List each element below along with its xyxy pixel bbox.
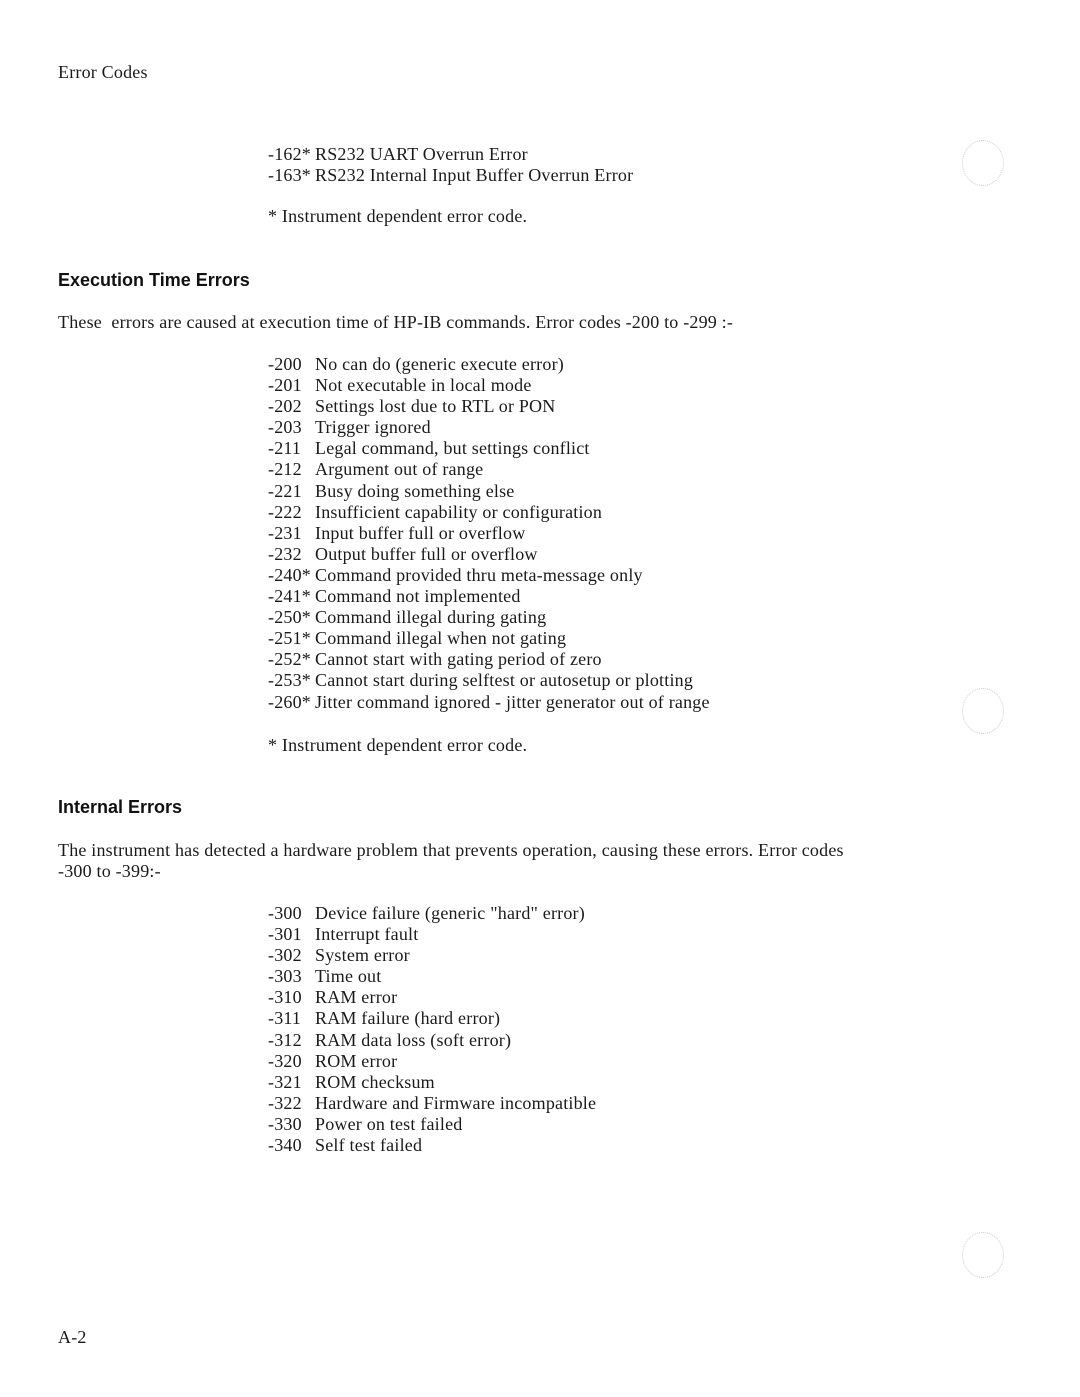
error-description: Trigger ignored [315, 417, 431, 438]
error-code: -163* [268, 165, 311, 186]
internal-intro-line-2: -300 to -399:- [58, 861, 161, 881]
error-description: Settings lost due to RTL or PON [315, 396, 556, 417]
error-description: Argument out of range [315, 459, 484, 480]
error-code-row [268, 586, 710, 607]
error-code: -321 [268, 1071, 302, 1092]
error-code-row [268, 1093, 596, 1114]
error-code-row [268, 375, 710, 396]
error-code: -202 [268, 396, 302, 417]
error-code: -232 [268, 543, 302, 564]
error-code-row [268, 523, 710, 544]
error-code: -222 [268, 501, 302, 522]
error-code-row [268, 165, 633, 186]
error-code-row [268, 945, 596, 966]
error-description: ROM error [315, 1050, 398, 1071]
section-heading-internal: Internal Errors [58, 797, 183, 817]
error-description: No can do (generic execute error) [315, 354, 564, 374]
error-code-row [268, 502, 710, 523]
error-code-row [268, 1008, 596, 1029]
error-code-row [268, 692, 710, 713]
error-code: -221 [268, 480, 302, 501]
error-description: Not executable in local mode [315, 375, 532, 396]
error-description: Legal command, but settings conflict [315, 438, 590, 459]
error-code: -300 [268, 903, 302, 923]
error-code-row [268, 924, 596, 945]
error-code-row [268, 417, 710, 438]
error-code: -250* [268, 607, 311, 628]
error-code: -162* [268, 144, 311, 164]
error-code: -301 [268, 924, 302, 945]
error-code-row [268, 670, 710, 691]
error-code-row [268, 459, 710, 480]
section-heading-execution: Execution Time Errors [58, 270, 250, 290]
error-code: -252* [268, 649, 311, 670]
error-description: Jitter command ignored - jitter generator out of range [315, 691, 710, 712]
error-description: System error [315, 945, 410, 966]
error-code: -203 [268, 417, 302, 438]
error-code-row [268, 903, 596, 924]
error-code-row [268, 354, 710, 375]
error-code: -240* [268, 564, 311, 585]
error-description: Hardware and Firmware incompatible [315, 1092, 597, 1113]
error-code: -320 [268, 1050, 302, 1071]
error-description: Time out [315, 966, 382, 987]
error-code-row [268, 1072, 596, 1093]
error-description: Command illegal during gating [315, 607, 547, 628]
error-description: Cannot start during selftest or autosetup or plotting [315, 670, 694, 691]
internal-intro-line-1: The instrument has detected a hardware problem that prevents operation, causing these errors. Error codes [58, 840, 844, 860]
error-code: -303 [268, 966, 302, 987]
error-description: RAM failure (hard error) [315, 1008, 501, 1029]
error-code-row [268, 1114, 596, 1135]
punch-hole-mark [962, 688, 1004, 734]
error-code: -260* [268, 691, 311, 712]
error-code: -340 [268, 1135, 302, 1156]
error-code-row [268, 1030, 596, 1051]
error-code: -201 [268, 375, 302, 396]
error-description: Self test failed [315, 1135, 423, 1156]
error-code-row [268, 144, 633, 165]
error-code: -330 [268, 1113, 302, 1134]
error-code-row [268, 396, 710, 417]
error-description: RS232 Internal Input Buffer Overrun Error [315, 165, 634, 186]
error-code: -253* [268, 670, 311, 691]
error-description: Output buffer full or overflow [315, 543, 538, 564]
rs232-error-list [268, 144, 633, 186]
error-description: Device failure (generic "hard" error) [315, 903, 585, 923]
error-description: RAM data loss (soft error) [315, 1029, 512, 1050]
error-code-row [268, 607, 710, 628]
execution-intro: These errors are caused at execution time of HP-IB commands. Error codes -200 to -299 :- [58, 312, 734, 332]
error-description: Command illegal when not gating [315, 628, 567, 649]
error-code: -251* [268, 628, 311, 649]
error-description: Input buffer full or overflow [315, 522, 526, 543]
error-code: -200 [268, 354, 302, 374]
error-code-row [268, 544, 710, 565]
error-code: -211 [268, 438, 302, 459]
error-description: RAM error [315, 987, 398, 1008]
error-code: -310 [268, 987, 302, 1008]
page-number: A-2 [58, 1327, 87, 1347]
error-code-row [268, 481, 710, 502]
error-code: -312 [268, 1029, 302, 1050]
error-code: -241* [268, 586, 311, 607]
error-code-row [268, 966, 596, 987]
execution-error-list [268, 354, 710, 713]
running-header: Error Codes [58, 62, 148, 82]
error-description: Cannot start with gating period of zero [315, 649, 602, 670]
error-code-row [268, 438, 710, 459]
error-code: -212 [268, 459, 302, 480]
footnote: * Instrument dependent error code. [268, 735, 528, 755]
error-code-row [268, 565, 710, 586]
error-description: RS232 UART Overrun Error [315, 144, 528, 164]
error-code-row [268, 987, 596, 1008]
error-code-row [268, 1135, 596, 1156]
error-code-row [268, 1051, 596, 1072]
footnote: * Instrument dependent error code. [268, 206, 528, 226]
punch-hole-mark [962, 140, 1004, 186]
error-description: Insufficient capability or configuration [315, 501, 603, 522]
error-code-row [268, 649, 710, 670]
error-code: -311 [268, 1008, 302, 1029]
punch-hole-mark [962, 1232, 1004, 1278]
error-description: Command not implemented [315, 586, 521, 607]
error-code: -231 [268, 522, 302, 543]
error-code: -322 [268, 1092, 302, 1113]
error-description: ROM checksum [315, 1071, 435, 1092]
internal-error-list [268, 903, 596, 1156]
error-description: Command provided thru meta-message only [315, 564, 643, 585]
error-description: Power on test failed [315, 1113, 463, 1134]
error-code-row [268, 628, 710, 649]
error-description: Interrupt fault [315, 924, 419, 945]
error-code: -302 [268, 945, 302, 966]
error-description: Busy doing something else [315, 480, 515, 501]
